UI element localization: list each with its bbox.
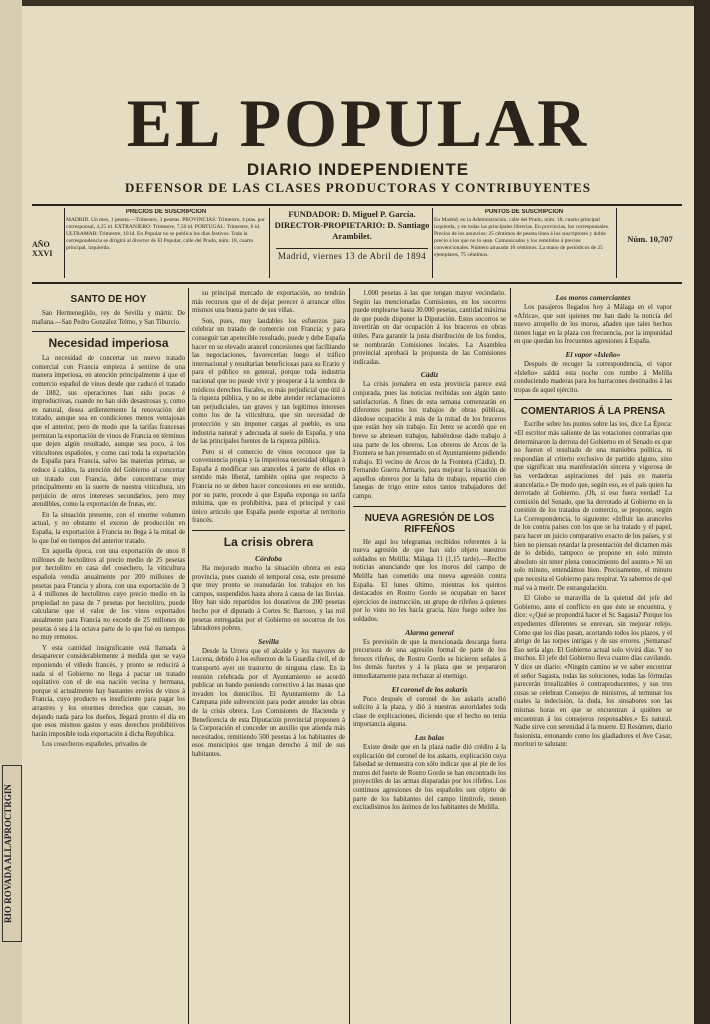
paragraph: Son, pues, muy laudables los esfuerzos para celebrar un tratado de comercio con Francia; y para conseguir tan apetecible resultado, puede y debe España hacer en su elevado arancel concesiones que facilitando las negociaciones, favorecerían luego el tráfico internacional y resultarían beneficiosas para su Erario y para el público en general, porque toda industria nacional que no puede vivir y prosperar á la sombra de módicos derechos fiscales, es más perjudicial que útil á la riqueza pública, y no se debe atender reclamaciones tan perjudiciales, tan graves y tan legítimos intereses como los de la viticultura, que sin necesidad de protección y sin imponer cargas al pueblo, es una industria natural y adecuada al suelo de España, y una de las principales fuentes de la riqueza pública. [192,317,345,446]
newspaper-page [22,6,694,1024]
paragraph: Desde la Urrera que el alcalde y los mayores de Lucena, debido á los esfuerzos de la Guardia civil, el de transportó ayer un trastorno de ninguna clase. En la reunión celebrada por el Ayuntamiento se acordó publicar un bando poniendo correctivo á las masas que invaden los domicilios. El Ayuntamiento de La Campana pide subvención para poder atender las obras de la crisis obrera. Los Comisiones de Hacienda y Beneficencia de esta Diputación provincial proponen á la Corporación el conceder un auxilio que atienda más necesitados, remitiendo 500 pesetas á los habitantes de esos municipios que tengan derecho á mil de sus habitantes. [192,647,345,758]
divider [616,208,617,278]
year-label: AÑO XXVI [32,240,53,258]
paragraph: Los cosecheros españoles, privados de [42,741,147,749]
subscription-points [434,209,614,259]
info-bar [32,204,682,284]
masthead-subtitle: DIARIO INDEPENDIENTE [246,160,470,179]
issue-number: Núm. 10,707 [627,234,673,244]
points-body: En Madrid, en la Administración, calle del Prado, núm. 18, cuarto principal izquierda, y en todas las principales librerías. En provincias, los corresponsales. Precios de los anuncios: 25 céntimos de peseta línea á los suscriptores y doble precio á los que no lo sean. Comunicados y los remitidos á precios convencionales. Número atrasado 10 céntimos. La mano de periódicos de 25 ejemplares, 75 céntimos. [434,217,610,258]
subscription-heading: PRECIOS DE SUSCRIPCION [125,209,207,215]
section-rule [353,506,506,507]
paragraph: Poco después el coronel de los askaris acudió solícito á la plaza, y dió á nuestras autoridades toda clase de explicaciones, diciendo que el hecho no tenía importancia alguna. [353,695,506,729]
subscription-prices [66,209,266,252]
paragraph: En aquella época, con una exportación de unos 8 millones de hectolitros al precio medio de 25 pesetas por hectolitro en casa del cosechero, la viticultura española vendía anualmente por 200 millones de pesetas para Francia y ahora, con una exportación de 3 á 4 millones de hectolitros cuyo precio medio en la propiedad no pasa de 7 pesetas por hectolitro, puede calcularse que el valor de los vinos exportados anualmente para Francia no excede de 25 millones de pesetas ó sea á la octava parte de lo que fué en tiempos no muy remotos. [32,548,185,642]
saint-heading: SANTO DE HOY [70,294,147,305]
paragraph: Los pasajeros llegados hoy á Málaga en el vapor «Africa», que son quienes me han dado la noticia del nuevo atropello de los moros, añaden que tales hechos tienen lugar en la plaza con frecuencia, por la impunidad en que quedan los frecuentes agresiones á España. [514,304,672,346]
paragraph: Y esta cantidad insignificante está llamada á desaparecer considerablemente á medida que se vaya reponiendo el viñedo francés, y pronto se reducirá á nada si el Gobierno no llega á pactar un tratado equitativo con el de esa nación vecina y hermana, porque si actualmente hay bastantes envíos de vinos á Francia, cuyo producto es insuficiente para pagar los arrastres y los enormes derechos que causan, no dejando nada para los dueños, llegará pronto el día en que esos mismos gastos y esos derechos prohibitivos harán imposible toda exportación á dicha República. [32,644,185,738]
agresion-heading: NUEVA AGRESIÓN DE LOS RIFFEÑOS [364,512,495,535]
column-rule [188,288,189,1024]
issue-date: Madrid, viernes 13 de Abril de 1894 [277,251,427,261]
column-rule [349,288,350,1024]
paragraph: He aquí los telegramas recibidos referentes á la nueva agresión de que han sido objeto nuestros soldados en Melilla: Málaga 11 (1,15 tarde).—Recibe noticias anunciando que los moros del campo de Melilla han cometido una nueva agresión contra España. El lunes último, mientras los quintos destacados en Rostro Gordo se ocupaban en hacer ejercicios de instrucción, un grupo de rifeños á quienes por lo visto no les hacía gracia, hizo fuego sobre los soldados. [353,538,506,623]
subheading-cordoba: Córdoba [255,554,282,564]
column-3 [353,290,506,1020]
subheading-vapor: El vapor «Isleño» [565,349,621,359]
paragraph: Pero si el comercio de vinos reconoce que la conveniencia propia y la imperiosa necesidad obligan á España á modificar sus aranceles á parte de ellos en sentido más liberal, también opina que respecto á Francia no se deben hacer concesiones en ese sentido, por su parte, procede á que España exponga su tarifa mínima, que es prohibitiva, para el principal y casi único artículo que España puede exportar al territorio francés. [192,448,345,525]
divider [269,208,270,278]
paragraph: Existe desde que en la plaza nadie dió crédito á la explicación del coronel de los askaris, explicación cuya falsedad se demuestra con sólo indicar que al pie de los muros del fuerte de Rostro Gordo se han encontrado los proyectiles de las armas disparadas por los rifeños. Los continuos agresiones de los españoles son objeto de parte de los habitantes del campo limítrofe, tienen excitadísimos los ánimos de los habitantes de Melilla. [353,743,506,812]
column-4 [514,290,672,1020]
paragraph: 1.000 pesetas á las que tengan mayor vecindario. Según las mencionadas Comisiones, en los socorros puede emplearse hasta 30.000 pesetas, cantidad máxima de que puede disponer la Diputación. Estos socorros se invertirán en dar ocupación á los braceros en obras útiles. Para garantir la justa distribución de los fondos, se nombrarán Comisiones locales. La Asamblea provincial aprobará la propuesta de las Comisiones indicadas. [353,290,506,366]
points-heading: PUNTOS DE SUSCRIPCION [484,209,564,215]
subscription-body: MADRID. Un mes, 1 peseta.—Trimestre, 3 pesetas. PROVINCIAS: Trimestre, 4 ptas. por corresponsal, 4,25 id. EXTRANJERO: Trimestre, 7,50 id. PORTUGAL: Trimestre, 6 id. ULTRAMAR: Trimestre, 10 id. En Popular no se publica los días festivos. Toda la correspondencia se dirigirá al director de El Popular, calle del Prado, núm. 18, cuarto principal, izquierda. [66,217,266,251]
column-2 [192,290,345,1020]
right-page-edge [694,0,710,1024]
left-page-strip [0,0,22,1024]
subheading-coronel: El coronel de los askaris [391,684,468,694]
paragraph: En la situación presente, con el enorme volumen actual, y no obstante el exceso de producción en España, la exportación á Francia no llega á la mitad de lo que fué en tiempos del anterior tratado. [32,511,185,545]
paragraph: Escribe sobre los puntos sobre las ios, dice La Época: «El escritor más saliente de las votaciones contrarias que determinaron la derrota del Gobierno en el Senado es que no fueron el resultado de una maniobra política, ni respondían al criterio exclusivo de partido alguno, sino que significan una manifestación sincera y vigorosa de las verdaderas aspiraciones del país en materia arancelaria.» De modo que, según eso, es el país quien ha derrotado al Gobierno. ¡Oh, si eso fuera verdad! La comisión del Senado, que ha derrotado al Gobierno en la cuestión de los tratados de comercio, se propone, según La Correspondencia, lo siguiente: «Influir las aranceles de los contra países con los que se ha tratado y el papel, para hacer un juicio comparativo exacto de los países, y si bien no piensan retardar la presentación del dictamen más de lo debido, tampoco se propone en solo minuto absoluto sin tener plena conocimiento del asunto.» Ni un solo minuto, entendámos bien. Precisamente, el minuto que necesita el Gobierno para respirar. Ya sabemos de qué mal va á morir. De estrangulación. [514,421,672,592]
column-rule [510,288,511,1024]
press-heading: COMENTARIOS Á LA PRENSA [520,406,666,418]
subheading-cadiz: Cádiz [420,370,439,380]
subheading-alarma: Alarma general [405,627,454,637]
subheading-moros: Los moros comerciantes [555,293,631,302]
saint-text: San Hermenegildo, rey de Sevilla y mártir. De mañana.—San Pedro González Telmo, y San Tiburcio. [32,310,185,326]
paragraph: Es previsión de que la mencionada descarga fuera precursora de una agresión formal de parte de los feroces rifeños, de Rostro Gordo se hicieron señales á los demás fuertes y á la plaza que se prepararon inmediatamente para rechazar al enemigo. [353,638,506,680]
column-1 [32,290,185,1020]
founder-line: FUNDADOR: D. Miguel P. García. [288,209,416,219]
adjacent-page-fragment: RIO ROVADA ALLAPROCTRGIN [2,765,22,942]
paragraph: Ha mejorado mucho la situación obrera en esta provincia, pues cuando el temporal cesa, este presumé que muy pronto se reanudarán los trabajos en los campos, suspendidos hasta ahora á causa de las lluvias. Hoy han sido repartidos los donativos de 200 pesetas hecho por el diputado á Cortes Sr. Barroso, y las mil pesetas entregadas por el Gobierno en socorros de los labradores pobres. [192,565,345,633]
crisis-heading: La crisis obrera [223,535,314,550]
paragraph: La crisis jornalera en esta provincia parece está conjurada, pues las noticias recibidas son algún tanto satisfactorias. A fines de esta semana comenzarán en diferentes puntos los trabajos de obras públicas, dándose ocupación á más de la mitad de los braceros que están hoy sin trabajo. En Jerez se acordó que en breve se abriesen trabajos, habiéndose dado trabajo á una parte de los obreros. Los obreros de Arcos de la Frontera se han presentado en el Ayuntamiento pidiendo trabajo. El vecino de Arcos de la Frontera (Cádiz), D. Fernando Guerra Armario, para mejorar la situación de aquellos obreros por la falta de trabajo, repartió cien fanegas de trigo entre estos tantos trabajadores del campo. [353,381,506,501]
section-rule [32,331,185,332]
director-line: DIRECTOR-PROPIETARIO: D. Santiago Arambilet. [274,220,430,241]
subheading-balas: Las balas [414,732,445,742]
paragraph: El Globo se maravilla de la quietud del jefe del Gobierno, ante el conflicto en que éste se encuentra, y dice: «¿Qué se propondrá hacer el Sr. Sagasta? Porque los expedientes diferentes se enrevan, sin mejorar relejo. Como que los días pasan, acortando todos los plazos, y el abrigo de las torpes intrigas y de sus errores. ¡Semanas! Eso sería algo. El Gobierno actual solo vivirá días. Y no muchos. El jefe del Gobierno lleva cuatro días cavilando. Y dice un diario: «Ningún camino se ve saber encontrar el señor Sagasta, todas las soluciones, todas las fórmulas parecerán irrealizables ó contraproducentes, y sus tres cosas se celebran Consejos de ministros, al terminar los cuales la indecisión, la duda, los sinsabores son las mismas horas en que se encuentran á quiénes se encuentran á los consejeros responsables.» Es natural. Nadie sirve con serenidad á la muerte. El Resúmen, diario fusionista, entonando como los gladiadores el Ave Cesar, morituri te salutant: [514,595,672,749]
section-rule [514,399,672,400]
founder-block [272,209,432,262]
paragraph: Después de recoger la correspondencia, el vapor «Isleño» saldrá esta noche con rumbo á Melilla conduciendo maderas para los barracones destinados á las tropas de aquel ejército. [514,360,672,394]
subheading-sevilla: Sevilla [258,636,279,646]
paragraph: La necesidad de concertar un nuevo tratado comercial con Francia empieza á sentirse de una manera imperiosa, en atención principalmente á que el comercio español de vinos desde que caducó el tratado de 1882, sus operaciones han sido pocas é improductivas, cuando no han sido desastrosas y, como es natural, desea ardientemente la renovación del tratado, aunque sea en condiciones menos ventajosas que el anterior, pero de modo que la tarifas francesas permitan la exportación de vinos de Francia en términos que dejen algún resultado, aunque sea poco, á los viticultores españoles, y como casi toda la exportación de España para Francia, salvo las materias primas, se reduce á caldos, la atención del Gobierno al concertar un tratado con Francia, debe concentrarse muy principalmente en la suerte de nuestra viticultura, sin perjuicio de otros intereses secundarios, pero muy atendibles, como la exportación de frutas, etc. [32,355,185,509]
masthead-title: EL POPULAR [126,85,590,161]
article-heading: Necesidad imperiosa [48,336,169,351]
section-rule [192,530,345,531]
paragraph: su principal mercado de exportación, no tendrán más recursos que el de dejar perecer ó arrancar ellos mismos una buena parte de sus viñas. [192,290,345,315]
masthead-tagline: DEFENSOR DE LAS CLASES PRODUCTORAS Y CONTRIBUYENTES [125,180,591,195]
divider [432,208,433,278]
divider [64,208,65,278]
